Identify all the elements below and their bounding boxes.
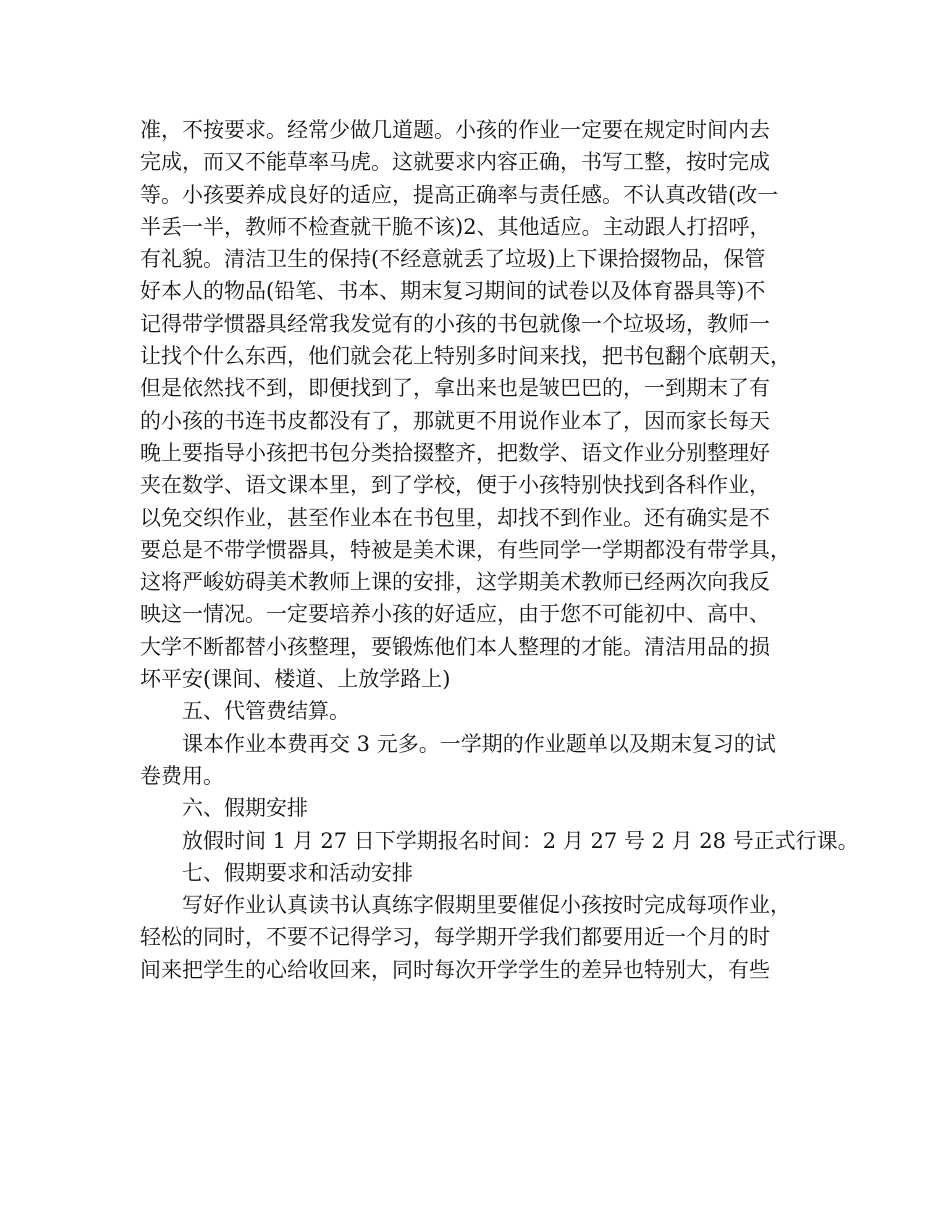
document-body xyxy=(140,114,859,986)
text-line: 间来把学生的心给收回来，同时每次开学学生的差异也特别大，有些 xyxy=(140,957,770,982)
text-line: 半丢一半，教师不检查就干脆不该)2、其他适应。主动跟人打招呼， xyxy=(140,214,771,239)
text-line: 放假时间 1 月 27 日下学期报名时间：2 月 27 号 2 月 28 号正式行课。 xyxy=(182,828,859,853)
text-line: 等。小孩要养成良好的适应，提高正确率与责任感。不认真改错(改一 xyxy=(140,182,779,207)
text-line: 轻松的同时，不要不记得学习，每学期开学我们都要用近一个月的时 xyxy=(140,925,770,950)
text-line: 课本作业本费再交 3 元多。一学期的作业题单以及期末复习的试 xyxy=(182,731,776,756)
text-line: 这将严峻妨碍美术教师上课的安排，这学期美术教师已经两次向我反 xyxy=(140,570,770,595)
text-line: 卷费用。 xyxy=(140,763,224,788)
text-line: 准，不按要求。经常少做几道题。小孩的作业一定要在规定时间内去 xyxy=(140,118,770,142)
text-line: 坏平安(课间、楼道、上放学路上) xyxy=(140,667,451,692)
text-line: 六、假期安排 xyxy=(182,796,308,821)
text-line: 写好作业认真读书认真练字假期里要催促小孩按时完成每项作业， xyxy=(182,893,791,918)
text-line: 有礼貌。清洁卫生的保持(不经意就丢了垃圾)上下课拾掇物品，保管 xyxy=(140,247,766,272)
text-line: 夹在数学、语文课本里，到了学校，便于小孩特别快找到各科作业， xyxy=(140,473,770,498)
text-line: 好本人的物品(铅笔、书本、期末复习期间的试卷以及体育器具等)不 xyxy=(140,279,766,304)
text-line: 完成，而又不能草率马虎。这就要求内容正确，书写工整，按时完成 xyxy=(140,150,770,175)
text-line: 映这一情况。一定要培养小孩的好适应，由于您不可能初中、高中、 xyxy=(140,602,770,627)
text-line: 的小孩的书连书皮都没有了，那就更不用说作业本了，因而家长每天 xyxy=(140,408,770,433)
text-line: 记得带学惯器具经常我发觉有的小孩的书包就像一个垃圾场，教师一 xyxy=(140,311,770,336)
text-line: 七、假期要求和活动安排 xyxy=(182,860,413,885)
text-line: 要总是不带学惯器具，特被是美术课，有些同学一学期都没有带学具， xyxy=(140,537,791,562)
text-line: 五、代管费结算。 xyxy=(182,699,350,724)
text-line: 让找个什么东西，他们就会花上特别多时间来找，把书包翻个底朝天， xyxy=(140,344,791,369)
text-line: 大学不断都替小孩整理，要锻炼他们本人整理的才能。清洁用品的损 xyxy=(140,634,770,659)
text-line: 晚上要指导小孩把书包分类拾掇整齐，把数学、语文作业分别整理好 xyxy=(140,440,770,465)
text-line: 以免交织作业，甚至作业本在书包里，却找不到作业。还有确实是不 xyxy=(140,505,770,530)
text-line: 但是依然找不到，即便找到了，拿出来也是皱巴巴的，一到期末了有 xyxy=(140,376,770,401)
